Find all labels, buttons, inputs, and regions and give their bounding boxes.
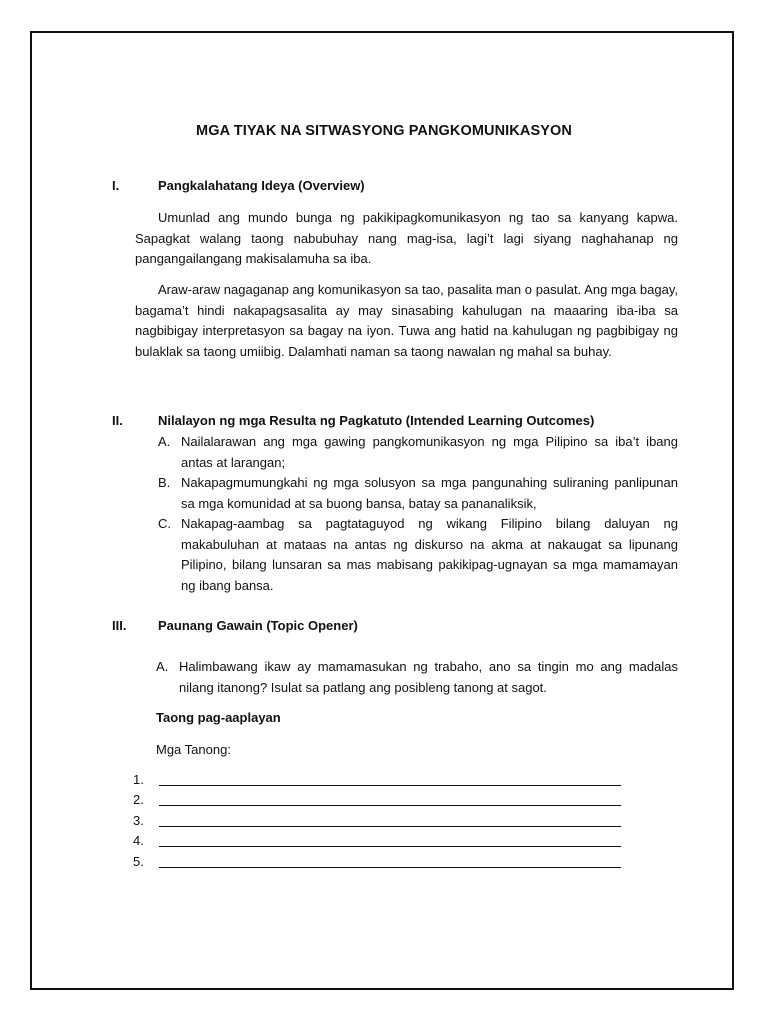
outcome-letter: A.: [158, 434, 171, 449]
answer-blank[interactable]: [159, 826, 621, 827]
answer-blank[interactable]: [159, 846, 621, 847]
answer-blank[interactable]: [159, 785, 621, 786]
page-title: MGA TIYAK NA SITWASYONG PANGKOMUNIKASYON: [196, 123, 572, 139]
section-1-number: I.: [112, 178, 120, 193]
answer-number: 1.: [133, 772, 144, 787]
section-3-title: Paunang Gawain (Topic Opener): [158, 618, 358, 633]
outcome-letter: B.: [158, 475, 171, 490]
outcome-item-b: [158, 473, 678, 514]
section-3-number: III.: [112, 618, 127, 633]
section-1-title: Pangkalahatang Ideya (Overview): [158, 178, 365, 193]
answer-number: 5.: [133, 854, 144, 869]
section-1-paragraph-1: Umunlad ang mundo bunga ng pakikipagkomunikasyon ng tao sa kanyang kapwa. Sapagkat walang taong nabubuhay nang mag-isa, lagi’t lagi siyang naghahanap ng pangangailangang makisalamuha sa iba.: [135, 210, 678, 266]
answer-number: 4.: [133, 833, 144, 848]
answer-number: 2.: [133, 792, 144, 807]
section-2-number: II.: [112, 413, 123, 428]
answer-blank[interactable]: [159, 867, 621, 868]
opener-item-a: [156, 657, 678, 698]
answer-blank[interactable]: [159, 805, 621, 806]
section-2-title: Nilalayon ng mga Resulta ng Pagkatuto (Intended Learning Outcomes): [158, 413, 595, 428]
opener-letter: A.: [156, 659, 169, 674]
section-1-paragraph-2: Araw-araw nagaganap ang komunikasyon sa tao, pasalita man o pasulat. Ang mga bagay, bagama’t hindi nakapagsasalita ay may sinasabing kahulugan na maaaring iba-iba sa nagbibigay interpretasyon sa bagay na iyon. Tuwa ang hatid na kahulugan ng pagbibigay ng bulaklak sa taong umiibig. Dalamhati naman sa taong nawalan ng mahal sa buhay.: [135, 282, 678, 359]
outcome-letter: C.: [158, 516, 171, 531]
answer-number: 3.: [133, 813, 144, 828]
opener-text: Halimbawang ikaw ay mamamasukan ng trabaho, ano sa tingin mo ang madalas nilang itanong? Isulat sa patlang ang posibleng tanong at sagot.: [179, 659, 678, 695]
outcome-text: Nailalarawan ang mga gawing pangkomunikasyon ng mga Pilipino sa iba’t ibang antas at larangan;: [181, 434, 678, 470]
questions-label: Mga Tanong:: [156, 742, 231, 757]
outcome-text: Nakapag-aambag sa pagtataguyod ng wikang Filipino bilang daluyan ng makabuluhan at mataas na antas ng diskurso na akma at nakaugat sa lipunang Pilipino, bilang lunsaran sa mas mabisang pakikipag-ugnayan sa mga mamamayan ng ibang bansa.: [181, 516, 678, 593]
outcome-item-a: [158, 432, 678, 473]
outcome-item-c: [158, 514, 678, 596]
subheading: Taong pag-aaplayan: [156, 710, 281, 725]
outcome-text: Nakapagmumungkahi ng mga solusyon sa mga pangunahing suliraning panlipunan sa mga komunidad at sa buong bansa, batay sa pananaliksik,: [181, 475, 678, 511]
